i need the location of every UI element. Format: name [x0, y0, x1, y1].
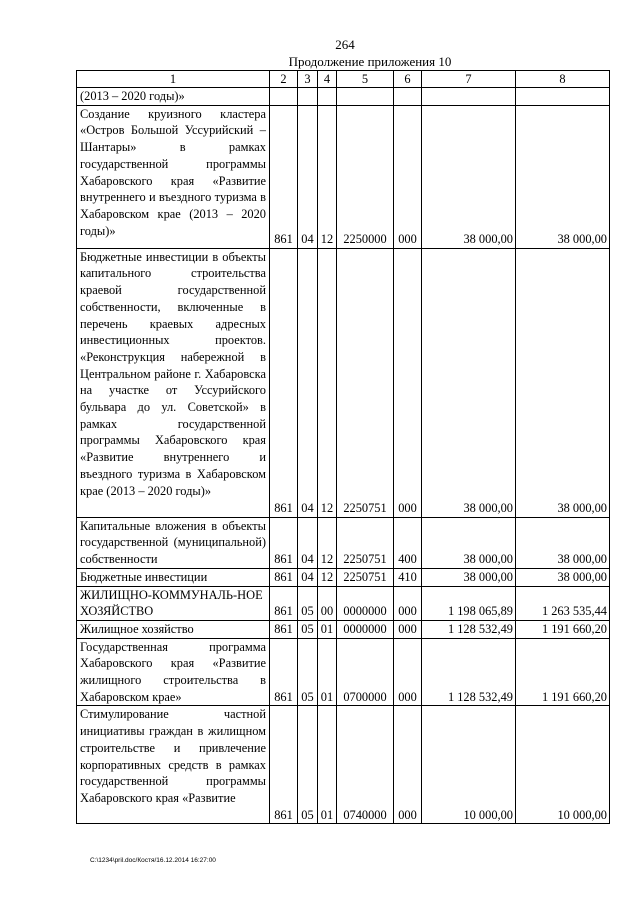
row-value: 2250751: [337, 248, 394, 517]
row-value: 410: [394, 568, 422, 586]
row-value: 38 000,00: [516, 568, 610, 586]
row-value: 0000000: [337, 586, 394, 620]
appendix-caption: Продолжение приложения 10: [288, 54, 452, 69]
row-value: 04: [298, 105, 318, 248]
table-row: [77, 586, 610, 620]
row-value: 1 191 660,20: [516, 620, 610, 638]
table-row: [77, 248, 610, 517]
row-value: 1 198 065,89: [422, 586, 516, 620]
table-row: [77, 620, 610, 638]
row-value: 38 000,00: [422, 105, 516, 248]
header-cell: 1: [77, 71, 270, 88]
file-path-footer: C:\1234\pril.doc/Костя/16.12.2014 16:27:00: [90, 857, 216, 864]
row-value: 0000000: [337, 620, 394, 638]
row-description: Капитальные вложения в объекты государственной (муниципальной) собственности: [77, 517, 270, 568]
row-value: 01: [318, 638, 337, 706]
row-value: 000: [394, 105, 422, 248]
row-description: Государственная программа Хабаровского края «Развитие жилищного строительства в Хабаровском крае»: [77, 638, 270, 706]
table-row: [77, 568, 610, 586]
row-value: 861: [270, 105, 298, 248]
row-value: 05: [298, 706, 318, 824]
row-value: [270, 88, 298, 106]
row-value: 00: [318, 586, 337, 620]
header-cell: 7: [422, 71, 516, 88]
header-cell: 6: [394, 71, 422, 88]
table-row: [77, 517, 610, 568]
row-value: 04: [298, 248, 318, 517]
header-cell: 3: [298, 71, 318, 88]
row-value: 38 000,00: [422, 248, 516, 517]
row-value: 04: [298, 568, 318, 586]
row-value: 2250751: [337, 517, 394, 568]
row-value: 01: [318, 620, 337, 638]
row-value: 10 000,00: [422, 706, 516, 824]
table-row: [77, 638, 610, 706]
row-value: 05: [298, 586, 318, 620]
row-value: 1 128 532,49: [422, 638, 516, 706]
row-value: 400: [394, 517, 422, 568]
row-value: 0700000: [337, 638, 394, 706]
table-row: [77, 105, 610, 248]
row-value: 38 000,00: [516, 517, 610, 568]
row-value: [298, 88, 318, 106]
row-value: 861: [270, 706, 298, 824]
header-cell: 2: [270, 71, 298, 88]
table-header-row: [77, 71, 610, 88]
row-description: Жилищное хозяйство: [77, 620, 270, 638]
header-cell: 5: [337, 71, 394, 88]
row-value: 861: [270, 586, 298, 620]
row-value: 861: [270, 638, 298, 706]
table-row: [77, 706, 610, 824]
row-value: 000: [394, 620, 422, 638]
row-description: Создание круизного кластера «Остров Большой Уссурийский – Шантары» в рамках государственной программы Хабаровского края «Развитие внутреннего и въездного туризма в Хабаровском крае (2013 – 2020 годы)»: [77, 105, 270, 248]
row-value: 05: [298, 638, 318, 706]
row-value: 861: [270, 620, 298, 638]
row-value: 861: [270, 568, 298, 586]
row-value: 861: [270, 517, 298, 568]
budget-table: [76, 70, 610, 824]
row-value: 38 000,00: [516, 105, 610, 248]
row-value: 10 000,00: [516, 706, 610, 824]
row-value: 05: [298, 620, 318, 638]
row-value: 000: [394, 248, 422, 517]
row-description: Стимулирование частной инициативы граждан в жилищном строительстве и привлечение корпоративных средств в рамках государственной программы Хабаровского края «Развитие: [77, 706, 270, 824]
row-value: 38 000,00: [422, 517, 516, 568]
row-description: (2013 – 2020 годы)»: [77, 88, 270, 106]
row-value: 2250751: [337, 568, 394, 586]
row-value: 000: [394, 586, 422, 620]
row-value: 000: [394, 638, 422, 706]
row-description: ЖИЛИЩНО-КОММУНАЛЬ-НОЕ ХОЗЯЙСТВО: [77, 586, 270, 620]
header-cell: 4: [318, 71, 337, 88]
row-value: [422, 88, 516, 106]
row-value: 1 191 660,20: [516, 638, 610, 706]
row-value: [394, 88, 422, 106]
row-description: Бюджетные инвестиции: [77, 568, 270, 586]
row-value: 2250000: [337, 105, 394, 248]
row-value: 1 128 532,49: [422, 620, 516, 638]
row-value: 12: [318, 517, 337, 568]
row-value: 01: [318, 706, 337, 824]
row-value: 12: [318, 248, 337, 517]
table-row: [77, 88, 610, 106]
row-value: [337, 88, 394, 106]
row-value: [318, 88, 337, 106]
page-number: 264: [335, 37, 355, 52]
row-value: 0740000: [337, 706, 394, 824]
row-value: 000: [394, 706, 422, 824]
row-value: 04: [298, 517, 318, 568]
row-value: 1 263 535,44: [516, 586, 610, 620]
row-value: 38 000,00: [422, 568, 516, 586]
row-value: 12: [318, 105, 337, 248]
row-value: 861: [270, 248, 298, 517]
row-value: 12: [318, 568, 337, 586]
header-cell: 8: [516, 71, 610, 88]
row-value: [516, 88, 610, 106]
row-value: 38 000,00: [516, 248, 610, 517]
row-description: Бюджетные инвестиции в объекты капитального строительства краевой государственной собственности, включенные в перечень краевых адресных инвестиционных проектов. «Реконструкция набережной в Центральном районе г. Хабаровска на участке от Уссурийского бульвара до ул. Советской» в рамках государственной программы Хабаровского края «Развитие внутреннего и въездного туризма в Хабаровском крае (2013 – 2020 годы)»: [77, 248, 270, 517]
